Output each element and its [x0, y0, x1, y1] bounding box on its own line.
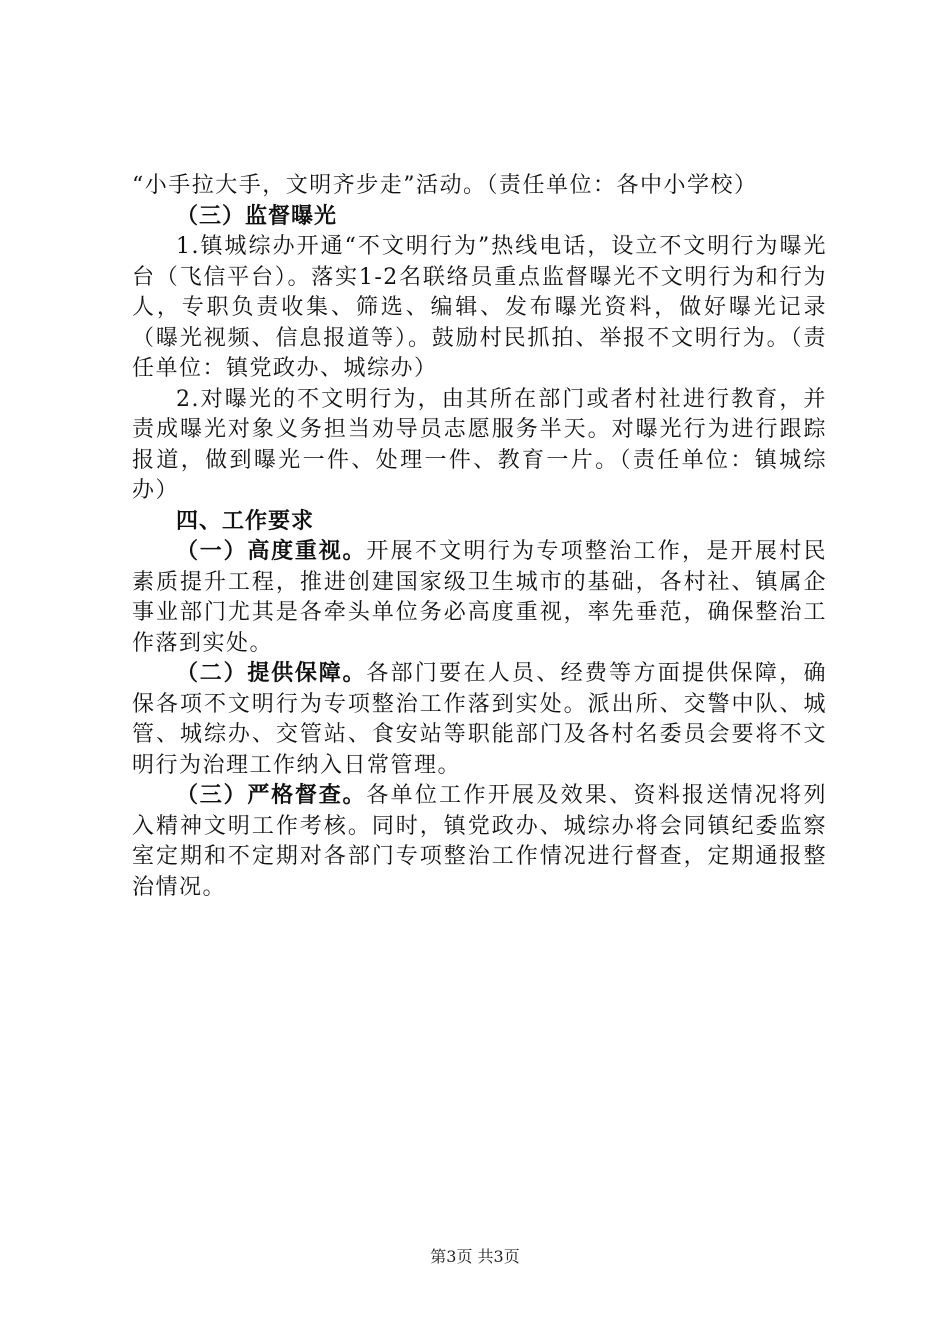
paragraph-inspection: [132, 781, 827, 903]
run-heading-guarantee: （二）提供保障。: [176, 661, 367, 686]
section-heading-supervise: （三）监督曝光: [176, 203, 338, 229]
paragraph-activity: “小手拉大手，文明齐步走”活动。（责任单位：各中小学校）: [132, 173, 758, 198]
run-heading-inspection: （三）严格督查。: [176, 783, 367, 808]
run-body-inspection: 各单位工作开展及效果、资料报送情况将列入精神文明工作考核。同时，镇党政办、城综办将会同镇纪委监察室定期和不定期对各部门专项整治工作情况进行督查，定期通报整治情况。: [132, 783, 827, 900]
run-body-guarantee: 各部门要在人员、经费等方面提供保障，确保各项不文明行为专项整治工作落到实处。派出所、交警中队、城管、城综办、交管站、食安站等职能部门及各村名委员会要将不文明行为治理工作纳入日常管理。: [132, 661, 827, 778]
page-number-footer: 第3页 共3页: [430, 1247, 520, 1266]
document-body: [132, 171, 827, 903]
paragraph-hotline: 1.镇城综办开通“不文明行为”热线电话，设立不文明行为曝光台（飞信平台）。落实1-2名联络员重点监督曝光不文明行为和行为人，专职负责收集、筛选、编辑、发布曝光资料，做好曝光记录（曝光视频、信息报道等）。鼓励村民抓拍、举报不文明行为。（责任单位：镇党政办、城综办）: [132, 234, 827, 381]
section-heading-requirements: 四、工作要求: [176, 508, 315, 534]
paragraph-exposure-followup: 2.对曝光的不文明行为，由其所在部门或者村社进行教育，并责成曝光对象义务担当劝导员志愿服务半天。对曝光行为进行跟踪报道，做到曝光一件、处理一件、教育一片。（责任单位：镇城综办）: [132, 386, 827, 503]
paragraph-guarantee: [132, 659, 827, 781]
paragraph-attention: [132, 537, 827, 659]
run-heading-attention: （一）高度重视。: [176, 539, 367, 564]
run-body-attention: 开展不文明行为专项整治工作，是开展村民素质提升工程，推进创建国家级卫生城市的基础，各村社、镇属企事业部门尤其是各牵头单位务必高度重视，率先垂范，确保整治工作落到实处。: [132, 539, 827, 656]
